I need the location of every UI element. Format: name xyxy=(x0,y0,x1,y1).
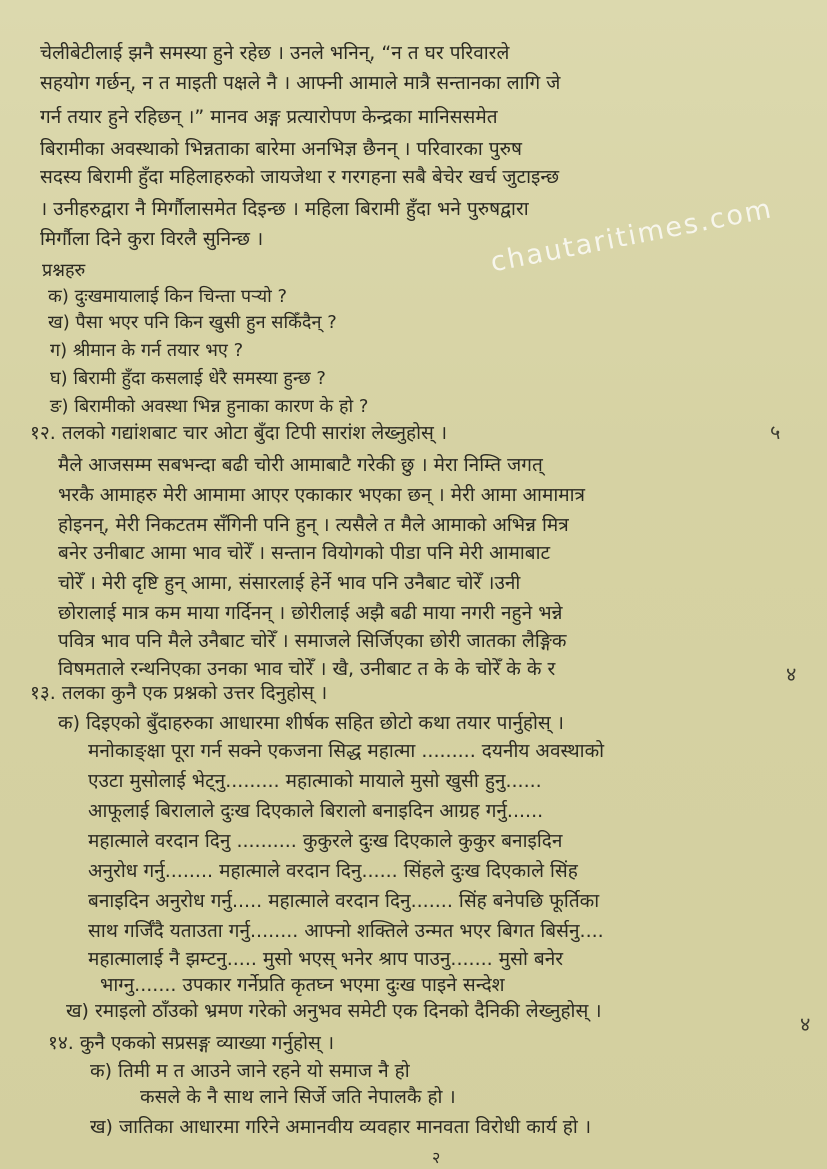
q12-line: विषमताले रन्थनिएका उनका भाव चोरेँ । खै, उनीबाट त के के चोरेँ के के र xyxy=(58,658,556,680)
q13-story-line: एउटा मुसोलाई भेट्नु......... महात्माको मायाले मुसो खुसी हुनु...... xyxy=(88,770,542,792)
q13-story-line: महात्माले वरदान दिनु .......... कुकुरले दुःख दिएकाले कुकुर बनाइदिन xyxy=(88,830,563,852)
q13-story-line: बनाइदिन अनुरोध गर्नु..... महात्माले वरदान दिनु....... सिंह बनेपछि फूर्तिका xyxy=(88,890,600,912)
q14-heading: १४. कुनै एकको सप्रसङ्ग व्याख्या गर्नुहोस् । xyxy=(48,1032,335,1054)
passage-line: सदस्य बिरामी हुँदा महिलाहरुको जायजेथा र गरगहना सबै बेचेर खर्च जुटाइन्छ xyxy=(40,166,560,188)
passage-line: चेलीबेटीलाई झनै समस्या हुने रहेछ । उनले भनिन्, “न त घर परिवारले xyxy=(40,42,510,64)
watermark: chautaritimes.com xyxy=(488,193,776,279)
q12-line: छोरालाई मात्र कम माया गर्दिनन् । छोरीलाई अझै बढी माया नगरी नहुने भन्ने xyxy=(58,602,563,624)
q12-heading: १२. तलको गद्यांशबाट चार ओटा बुँदा टिपी सारांश लेख्नुहोस् । xyxy=(30,422,448,444)
q13-marks: ४ xyxy=(786,662,797,686)
q12-line: मैले आजसम्म सबभन्दा बढी चोरी आमाबाटै गरेकी छु । मेरा निम्ति जगत् xyxy=(58,454,543,476)
question-item: ग) श्रीमान के गर्न तयार भए ? xyxy=(50,340,244,361)
q12-marks: ५ xyxy=(770,420,781,444)
passage-line: गर्न तयार हुने रहिछन् ।” मानव अङ्ग प्रत्यारोपण केन्द्रका मानिससमेत xyxy=(40,106,498,128)
passage-line: । उनीहरुद्वारा नै मिर्गौलासमेत दिइन्छ । महिला बिरामी हुँदा भने पुरुषद्वारा xyxy=(40,198,529,220)
q14-option-ka-line2: कसले के नै साथ लाने सिर्जे जति नेपालकै हो । xyxy=(140,1086,456,1108)
q14-option-kha: ख) जातिका आधारमा गरिने अमानवीय व्यवहार मानवता विरोधी कार्य हो । xyxy=(90,1116,592,1138)
question-item: घ) बिरामी हुँदा कसलाई धेरै समस्या हुन्छ ? xyxy=(50,368,326,389)
q13-story-line: अनुरोध गर्नु........ महात्माले वरदान दिनु...... सिंहले दुःख दिएकाले सिंह xyxy=(88,860,578,882)
q13-story-line: मनोकाङ्क्षा पूरा गर्न सक्ने एकजना सिद्ध महात्मा ......... दयनीय अवस्थाको xyxy=(88,740,605,762)
question-item: क) दुःखमायालाई किन चिन्ता पर्‍यो ? xyxy=(48,286,288,307)
passage-line: बिरामीका अवस्थाको भिन्नताका बारेमा अनभिज्ञ छैनन् । परिवारका पुरुष xyxy=(40,138,522,160)
passage-line: मिर्गौला दिने कुरा विरलै सुनिन्छ । xyxy=(40,228,264,250)
q13-story-line: आफूलाई बिरालाले दुःख दिएकाले बिरालो बनाइदिन आग्रह गर्नु...... xyxy=(88,800,544,822)
q12-line: होइनन्, मेरी निकटतम सँगिनी पनि हुन् । त्यसैले त मैले आमाको अभिन्न मित्र xyxy=(58,514,569,536)
q12-line: पवित्र भाव पनि मैले उनैबाट चोरेँ । समाजले सिर्जिएका छोरी जातका लैङ्गिक xyxy=(58,630,567,652)
q12-line: भरकै आमाहरु मेरी आमामा आएर एकाकार भएका छन् । मेरी आमा आमामात्र xyxy=(58,484,586,506)
passage-line: सहयोग गर्छन्, न त माइती पक्षले नै । आफ्नी आमाले मात्रै सन्तानका लागि जे xyxy=(40,72,561,94)
q13-option-kha: ख) रमाइलो ठाँउको भ्रमण गरेको अनुभव समेटी एक दिनको दैनिकी लेख्नुहोस् । xyxy=(66,1000,602,1022)
q13-story-line: महात्मालाई नै झम्टनु..... मुसो भएस् भनेर श्राप पाउनु....... मुसो बनेर xyxy=(88,948,564,970)
page-number: २ xyxy=(432,1148,441,1167)
question-item: ङ) बिरामीको अवस्था भिन्न हुनाका कारण के हो ? xyxy=(50,396,369,417)
q13-story-line: भाग्नु....... उपकार गर्नेप्रति कृतघ्न भएमा दुःख पाइने सन्देश xyxy=(100,974,505,996)
questions-heading: प्रश्नहरु xyxy=(42,260,86,281)
q12-line: बनेर उनीबाट आमा भाव चोरेँ । सन्तान वियोगको पीडा पनि मेरी आमाबाट xyxy=(58,542,551,564)
q13-story-line: साथ गर्जिँदै यताउता गर्नु........ आफ्नो शक्तिले उन्मत भएर बिगत बिर्सनु.... xyxy=(88,920,604,942)
question-item: ख) पैसा भएर पनि किन खुसी हुन सकिँदैन् ? xyxy=(48,312,337,333)
q14-option-ka: क) तिमी म त आउने जाने रहने यो समाज नै हो xyxy=(90,1060,410,1082)
q14-marks: ४ xyxy=(800,1012,811,1036)
q13-option-ka: क) दिइएको बुँदाहरुका आधारमा शीर्षक सहित छोटो कथा तयार पार्नुहोस् । xyxy=(58,712,565,734)
q13-heading: १३. तलका कुनै एक प्रश्नको उत्तर दिनुहोस् । xyxy=(30,682,328,704)
q12-line: चोरेँ । मेरी दृष्टि हुन् आमा, संसारलाई हेर्ने भाव पनि उनैबाट चोरेँ ।उनी xyxy=(58,572,521,594)
